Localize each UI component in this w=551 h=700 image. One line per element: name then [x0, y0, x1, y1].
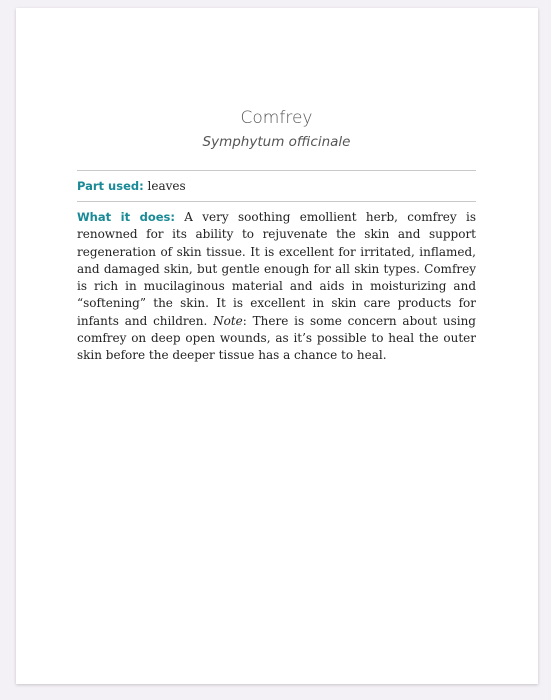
divider-bottom	[77, 201, 476, 202]
what-it-does-label: What it does:	[77, 210, 175, 224]
herb-latin-name: Symphytum officinale	[202, 134, 351, 150]
note-label: Note	[213, 313, 243, 328]
part-used-label: Part used:	[77, 179, 144, 193]
what-it-does-text: A very soothing emollient herb, comfrey is renowned for its ability to rejuvenate the skin and support regeneration of skin tissue. It is excellent for irritated, inflamed, and damaged skin, but gentle enough for all skin types. Comfrey is rich in mucilaginous material and aids in moisturizing and “softening” the skin. It is excellent in skin care products for infants and children.	[77, 210, 476, 328]
part-used-value: leaves	[147, 179, 186, 193]
herb-entry	[77, 106, 476, 365]
herb-title: Comfrey	[240, 108, 313, 128]
note-text: : There is some concern about using comfrey on deep open wounds, as it’s possible to heal the outer skin before the deeper tissue has a chance to heal.	[77, 313, 476, 363]
document-page	[16, 8, 538, 684]
part-used-row	[77, 171, 476, 201]
what-it-does-paragraph	[77, 209, 476, 365]
